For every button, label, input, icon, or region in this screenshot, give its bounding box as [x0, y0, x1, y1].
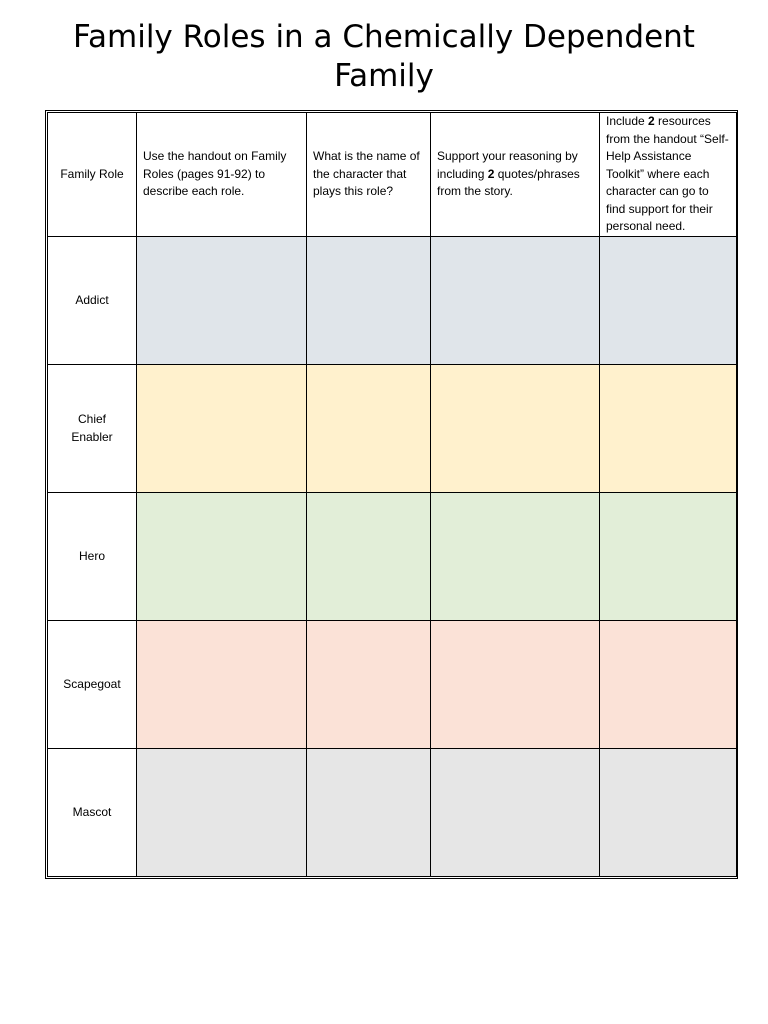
answer-cell-resources[interactable]	[600, 365, 737, 493]
answer-cell-quotes[interactable]	[431, 749, 600, 877]
answer-cell-resources[interactable]	[600, 493, 737, 621]
table-row	[48, 237, 737, 365]
answer-cell-quotes[interactable]	[431, 493, 600, 621]
header-row	[48, 113, 737, 237]
role-name-cell	[48, 749, 137, 877]
header-describe-role: Use the handout on Family Roles (pages 91-92) to describe each role.	[137, 113, 307, 237]
table-row	[48, 621, 737, 749]
answer-cell-character[interactable]	[307, 749, 431, 877]
header-resources: Include 2 resources from the handout “Self-Help Assistance Toolkit” where each character can go to find support for their personal need.	[600, 113, 737, 237]
answer-cell-character[interactable]	[307, 621, 431, 749]
role-name-line-1: Hero	[78, 548, 105, 563]
table-row	[48, 749, 737, 877]
role-name-cell	[48, 365, 137, 493]
role-name-line-2: Enabler	[71, 429, 113, 444]
answer-cell-quotes[interactable]	[431, 365, 600, 493]
answer-cell-resources[interactable]	[600, 749, 737, 877]
header-character-name: What is the name of the character that plays this role?	[307, 113, 431, 237]
role-name-line-1: Scapegoat	[63, 676, 121, 691]
role-name-cell	[48, 237, 137, 365]
answer-cell-character[interactable]	[307, 237, 431, 365]
answer-cell-describe[interactable]	[137, 493, 307, 621]
answer-cell-resources[interactable]	[600, 237, 737, 365]
table-row	[48, 493, 737, 621]
table-row	[48, 365, 737, 493]
answer-cell-describe[interactable]	[137, 621, 307, 749]
answer-cell-describe[interactable]	[137, 749, 307, 877]
role-name-line-1: Addict	[75, 292, 109, 307]
answer-cell-resources[interactable]	[600, 621, 737, 749]
header-family-role: Family Role	[48, 113, 137, 237]
answer-cell-character[interactable]	[307, 365, 431, 493]
family-roles-table	[47, 112, 737, 877]
answer-cell-describe[interactable]	[137, 365, 307, 493]
role-name-cell	[48, 621, 137, 749]
answer-cell-quotes[interactable]	[431, 621, 600, 749]
page-title	[0, 18, 768, 96]
title-line-2: Family	[334, 58, 434, 94]
role-name-line-1: Mascot	[72, 804, 112, 819]
role-name-cell	[48, 493, 137, 621]
role-name-line-1: Chief	[77, 412, 106, 426]
title-line-1: Family Roles in a Chemically Dependent	[73, 19, 695, 55]
family-roles-table-frame	[45, 110, 738, 879]
role-rows	[48, 237, 737, 877]
answer-cell-character[interactable]	[307, 493, 431, 621]
answer-cell-quotes[interactable]	[431, 237, 600, 365]
header-quotes: Support your reasoning by including 2 quotes/phrases from the story.	[431, 113, 600, 237]
answer-cell-describe[interactable]	[137, 237, 307, 365]
